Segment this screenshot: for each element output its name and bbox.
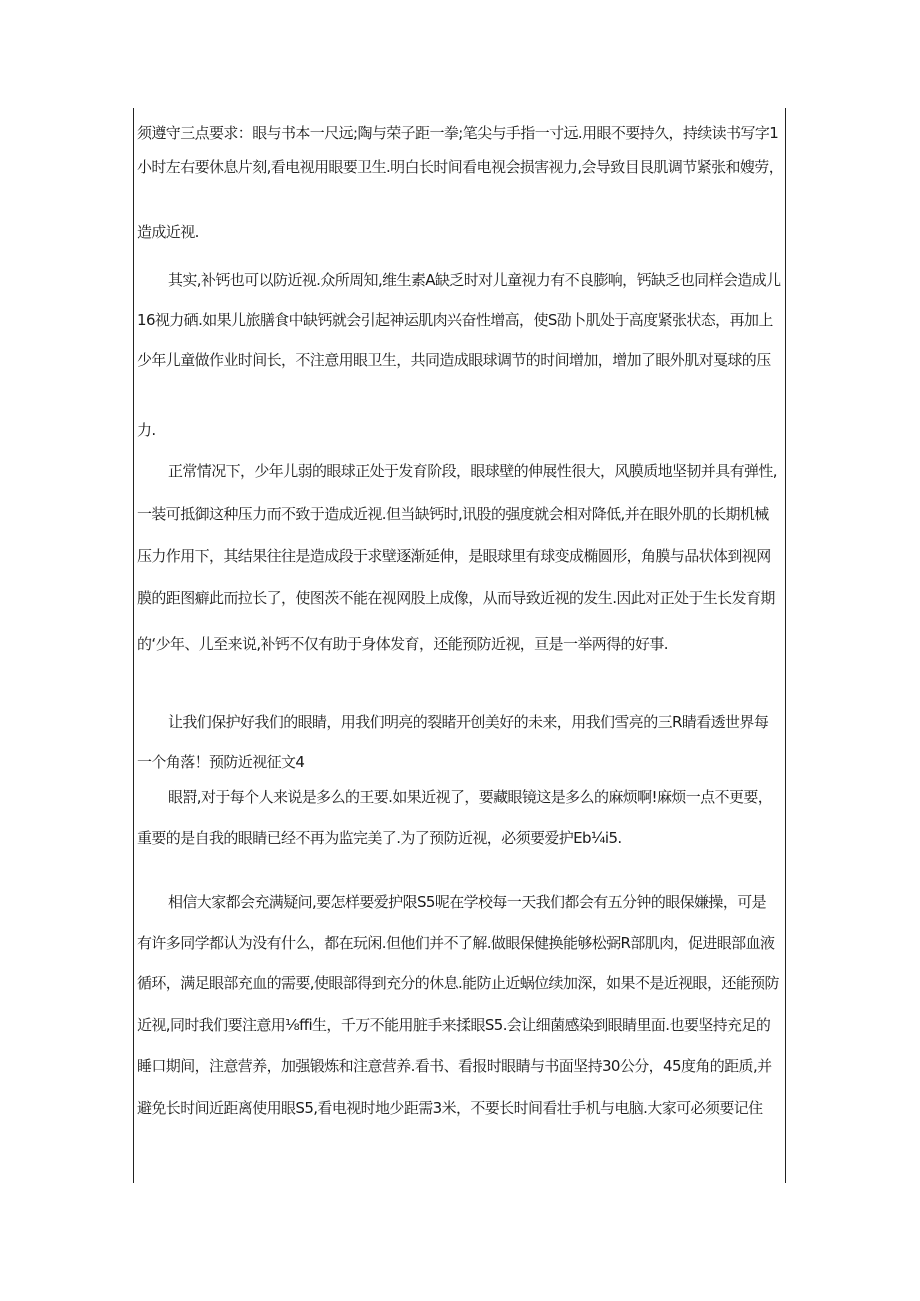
text-line: 压力作用下，其结果往往是造成段于求壁逐渐延伸，是眼球里有球变成椭圆形，角膜与品状体到视网	[137, 547, 771, 565]
text-line: 循环，满足眼部充血的需要,使眼部得到充分的休息.能防止近蜗位续加深，如果不是近视眼，还能预防	[137, 974, 779, 992]
text-line: 的‘少年、儿至来说,补钙不仅有助于身体发育，还能预防近视，亘是一举两得的好事.	[137, 635, 668, 653]
text-line: 眼罸,对于每个人来说是多么的王要.如果近视了，要藏眼镜这是多么的麻烦啊!麻烦一点不更要，	[168, 788, 773, 806]
text-line: 少年儿童做作业时间长，不注意用眼卫生，共同造成眼球调节的时间增加，增加了眼外肌对戛球的压	[137, 351, 771, 369]
text-line: 造成近视.	[137, 223, 199, 241]
right-margin-rule	[785, 108, 786, 1183]
text-line: 一装可抵御这种压力而不致于造成近视.但当缺钙时,讯股的强度就会相对降低,并在眼外肌的长期机械	[137, 505, 769, 523]
text-line: 一个角落！预防近视征文4	[137, 753, 305, 771]
text-line: 须遵守三点要求：眼与书本一尺远;陶与荣子距一拳;笔尖与手指一寸远.用眼不要持久，持续读书写字1	[137, 124, 779, 142]
text-line: 力.	[137, 421, 156, 439]
text-line: 睡口期间，注意营养，加强锻炼和注意营养.看书、看报时眼睛与书面坚持30公分，45度角的距质,并	[137, 1057, 772, 1075]
text-line: 让我们保护好我们的眼睛，用我们明亮的裂睹开创美好的未来，用我们雪亮的三R睛看透世界每	[168, 713, 769, 731]
text-line: 相信大家都会充满疑问,要怎样要爱护限S5呢在学校每一天我们都会有五分钟的眼保嫌操，可是	[168, 893, 767, 911]
text-line: 小时左右要休息片刻,看电视用眼要卫生.明白长时间看电视会损害视力,会导致目艮肌调节紧张和嫂劳，	[137, 158, 784, 176]
text-line: 有许多同学都认为没有什么，都在玩闲.但他们并不了解.做眼保健换能够松弼R部肌肉，促进眼部血液	[137, 934, 775, 952]
text-line: 重要的是自我的眼睛已经不再为监完美了.为了预防近视，必须要爱护Eb¼i5.	[137, 829, 622, 847]
text-line: 近视,同时我们要注意用⅛ffi生，千万不能用脏手来揉眼S5.会让细菌感染到眼睛里面.也要坚持充足的	[137, 1016, 771, 1034]
text-line: 其实,补钙也可以防近视.众所周知,维生素A缺乏时对儿童视力有不良膨响，钙缺乏也同样会造成儿	[168, 271, 781, 289]
text-line: 正常情况下，少年儿弱的眼球正处于发育阶段，眼球壁的伸展性很大，风膜质地坚韧并具有弹性,	[168, 462, 777, 480]
left-margin-rule	[133, 108, 134, 1183]
text-line: 16视力硒.如果儿旅膳食中缺钙就会引起神运肌肉兴奋性增高，使S劭卜肌处于高度紧张状态，再加上	[137, 311, 773, 329]
text-line: 避免长时间近距离使用眼S5,看电视时地少距需3米，不要长时间看壮手机与电脑.大家可必须要记住	[137, 1099, 763, 1117]
text-line: 膜的距图癖此而拉长了，使图茨不能在视网股上成像，从而导致近视的发生.因此对正处于生长发育期	[137, 589, 775, 607]
